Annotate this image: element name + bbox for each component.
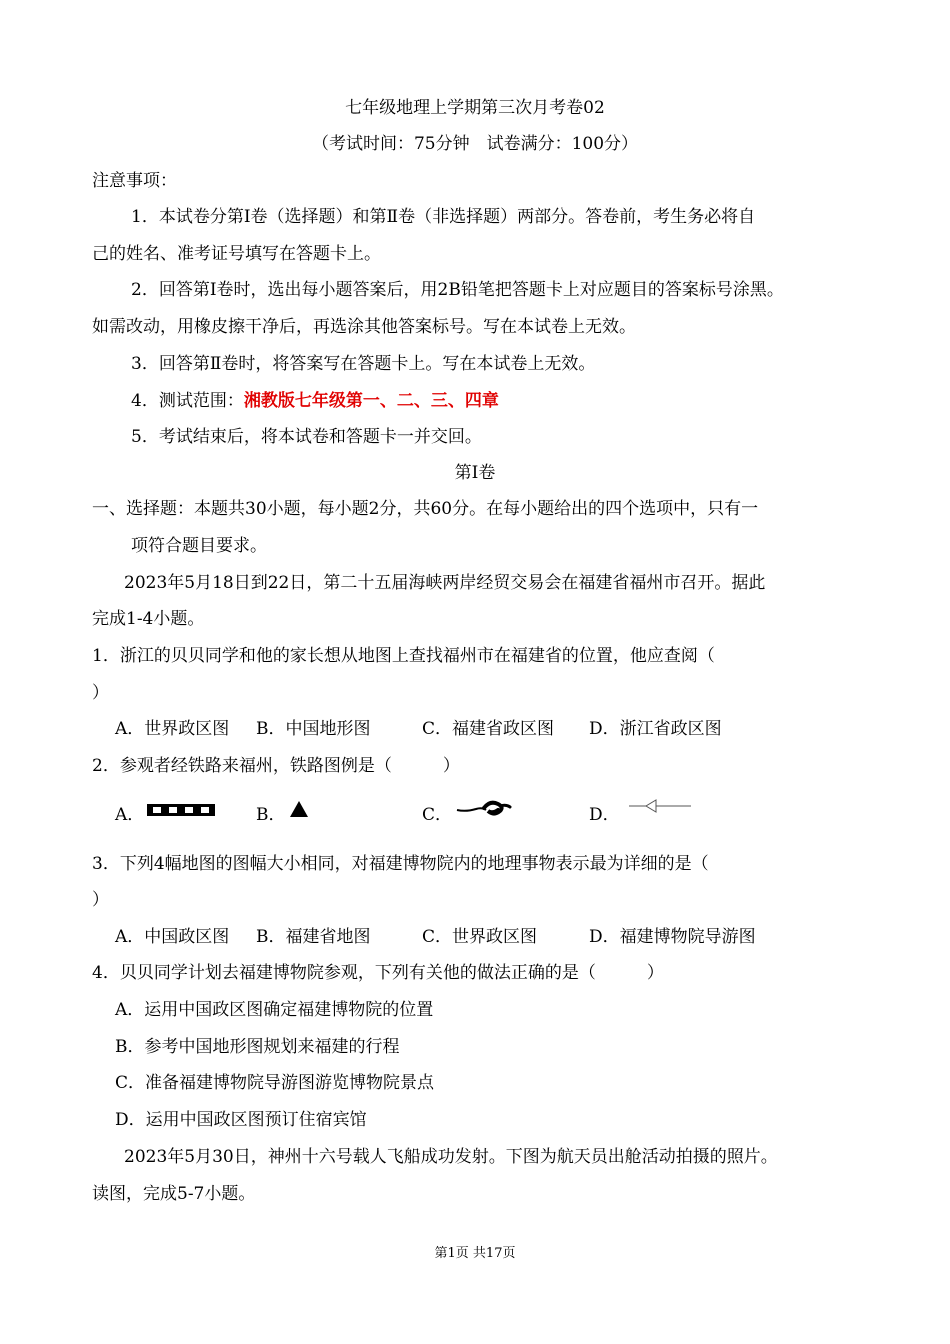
question-4-option-c: C．准备福建博物院导游图游览博物院景点 — [115, 1073, 435, 1093]
question-4-option-d: D．运用中国政区图预订住宿宾馆 — [115, 1110, 367, 1130]
question-3-option-a: A．中国政区图 — [115, 927, 230, 947]
question-3-stem-line-2: ） — [92, 890, 109, 910]
question-2-option-d: D． — [589, 805, 620, 825]
question-1-stem-line-1: 1．浙江的贝贝同学和他的家长想从地图上查找福州市在福建省的位置，他应查阅（ — [92, 646, 715, 666]
notice-item-2-line-2: 如需改动，用橡皮擦干净后，再选涂其他答案标号。写在本试卷上无效。 — [92, 317, 636, 337]
page-number-footer: 第1页 共17页 — [434, 1246, 516, 1261]
notice-item-1-line-1: 1．本试卷分第Ⅰ卷（选择题）和第Ⅱ卷（非选择题）两部分。答卷前，考生务必将自 — [131, 207, 756, 227]
mountain-peak-triangle-icon — [289, 800, 309, 818]
page-title: 七年级地理上学期第三次月考卷02 — [345, 98, 605, 118]
page-subtitle: （考试时间：75分钟 试卷满分：100分） — [311, 134, 639, 154]
question-3-stem-line-1: 3．下列4幅地图的图幅大小相同，对福建博物院内的地理事物表示最为详细的是（ — [92, 854, 709, 874]
question-1-option-d: D．浙江省政区图 — [589, 719, 722, 739]
question-3-option-d: D．福建博物院导游图 — [589, 927, 756, 947]
volume-heading: 第Ⅰ卷 — [454, 463, 496, 483]
question-2-stem: 2．参观者经铁路来福州，铁路图例是（ ） — [92, 756, 460, 776]
section-1-instructions-line-2: 项符合题目要求。 — [131, 536, 267, 556]
question-1-option-c: C．福建省政区图 — [422, 719, 555, 739]
question-4-stem: 4．贝贝同学计划去福建博物院参观，下列有关他的做法正确的是（ ） — [92, 963, 664, 983]
question-1-stem-line-2: ） — [92, 683, 109, 703]
question-4-option-a: A．运用中国政区图确定福建博物院的位置 — [115, 1000, 434, 1020]
question-2-option-b: B． — [256, 805, 286, 825]
question-3-option-b: B．福建省地图 — [256, 927, 371, 947]
question-3-option-c: C．世界政区图 — [422, 927, 538, 947]
question-4-option-b: B．参考中国地形图规划来福建的行程 — [115, 1037, 400, 1057]
question-2-option-c: C． — [422, 805, 453, 825]
notice-item-2-line-1: 2．回答第Ⅰ卷时，选出每小题答案后，用2B铅笔把答题卡上对应题目的答案标号涂黑。 — [131, 280, 784, 300]
arrow-line-symbol-icon — [628, 797, 692, 815]
intro-questions-1-4-line-1: 2023年5月18日到22日，第二十五届海峡两岸经贸交易会在福建省福州市召开。据此 — [124, 573, 766, 593]
notice-item-5: 5．考试结束后，将本试卷和答题卡一并交回。 — [131, 427, 482, 447]
intro-questions-5-7-line-1: 2023年5月30日，神州十六号载人飞船成功发射。下图为航天员出舱活动拍摄的照片。 — [124, 1147, 778, 1167]
notice-item-4 — [131, 389, 499, 413]
notice-heading: 注意事项： — [92, 171, 177, 191]
section-1-instructions-line-1: 一、选择题：本题共30小题，每小题2分，共60分。在每小题给出的四个选项中，只有一 — [92, 499, 759, 519]
notice-item-3: 3．回答第Ⅱ卷时，将答案写在答题卡上。写在本试卷上无效。 — [131, 354, 596, 374]
intro-questions-5-7-line-2: 读图，完成5-7小题。 — [92, 1184, 256, 1204]
railway-symbol-icon — [146, 802, 216, 818]
notice-item-1-line-2: 己的姓名、准考证号填写在答题卡上。 — [92, 244, 381, 264]
river-symbol-icon — [456, 798, 512, 818]
question-1-option-a: A．世界政区图 — [115, 719, 230, 739]
notice-item-4-prefix: 4．测试范围： — [131, 391, 244, 411]
test-scope-highlight: 湘教版七年级第一、二、三、四章 — [243, 391, 499, 411]
intro-questions-1-4-line-2: 完成1-4小题。 — [92, 609, 205, 629]
question-2-option-a: A． — [115, 805, 145, 825]
question-1-option-b: B．中国地形图 — [256, 719, 371, 739]
